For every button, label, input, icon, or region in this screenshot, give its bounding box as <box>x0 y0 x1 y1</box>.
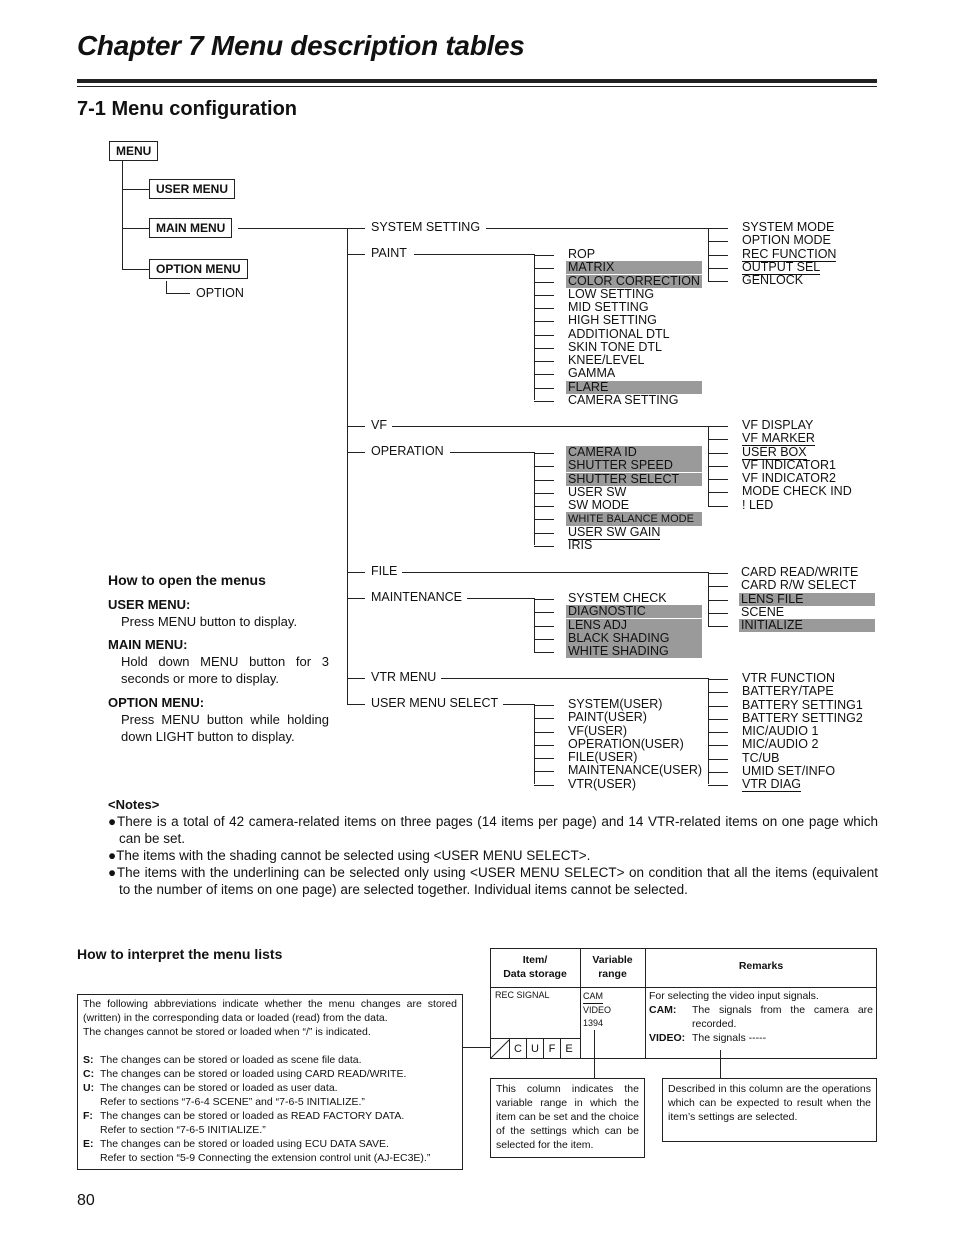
variable-range-note: This column indicates the variable range in which the item can be set and the choice of the settings which can be selected for the item. <box>490 1078 645 1158</box>
paint-item <box>568 354 644 367</box>
tree-line <box>534 388 554 389</box>
vtr-menu-item <box>742 699 863 712</box>
tree-line <box>534 374 554 375</box>
abbr-list <box>83 1053 457 1165</box>
remarks-note: Described in this column are the operations which can be expected to result when the item’s settings are selected. <box>662 1078 877 1142</box>
storage-cells <box>509 1039 577 1059</box>
abbr-row <box>83 1081 457 1095</box>
tree-item-label: SYSTEM MODE <box>742 220 835 234</box>
tree-line <box>534 732 554 733</box>
operation-item <box>568 486 626 499</box>
tree-line <box>534 626 554 627</box>
vf-item <box>742 446 807 459</box>
abbr-value: The changes can be stored or loaded using CARD READ/WRITE. <box>100 1068 407 1080</box>
tree-item-label: KNEE/LEVEL <box>568 353 645 367</box>
tree-item-label: VTR FUNCTION <box>742 671 836 685</box>
tree-line <box>708 453 728 454</box>
tree-line <box>708 626 728 627</box>
system-setting-item <box>742 234 831 247</box>
tree-line <box>347 704 365 705</box>
user-menu-select-item <box>568 751 637 764</box>
tree-item-label: BATTERY SETTING1 <box>742 697 863 712</box>
option-item: OPTION <box>196 286 244 300</box>
tree-line <box>122 228 150 229</box>
vf-item <box>742 499 773 512</box>
option-menu-text: Press MENU button while holding down LIGHT button to display. <box>121 712 329 744</box>
abbr-value: The changes can be stored or loaded as READ FACTORY DATA. <box>100 1110 405 1122</box>
storage-cell: F <box>543 1039 560 1059</box>
tree-item-label: SYSTEM CHECK <box>568 591 667 605</box>
range-value: VIDEO <box>583 1005 612 1015</box>
main-user-menu-select: USER MENU SELECT <box>371 696 499 710</box>
remark-intro: For selecting the video input signals. <box>649 990 819 1002</box>
tree-line <box>708 506 728 507</box>
tree-line <box>708 719 728 720</box>
storage-cell: U <box>526 1039 543 1059</box>
tree-line <box>534 705 554 706</box>
main-menu-box: MAIN MENU <box>149 218 232 238</box>
main-vtr-menu: VTR MENU <box>371 670 437 684</box>
tree-line <box>414 254 534 255</box>
main-operation: OPERATION <box>371 444 444 458</box>
operation-item <box>566 473 702 486</box>
slash-icon <box>490 1039 510 1059</box>
tree-line <box>708 706 728 707</box>
connector-line <box>720 1050 721 1078</box>
note-item: ●The items with the shading cannot be selected using <USER MENU SELECT>. <box>108 848 591 863</box>
tree-line <box>708 426 728 427</box>
tree-line <box>534 493 554 494</box>
tree-line <box>347 598 365 599</box>
tree-item-label: VF INDICATOR1 <box>742 457 836 472</box>
vf-item <box>742 432 815 445</box>
tree-item-label: SKIN TONE DTL <box>568 339 663 354</box>
tree-line <box>347 228 365 229</box>
tree-item-label: COLOR CORRECTION <box>568 273 700 288</box>
tree-item-label: OPTION MODE <box>742 233 831 248</box>
tree-line <box>534 652 554 653</box>
tree-line <box>708 678 709 784</box>
main-menu-text: Hold down MENU button for 3 seconds or more to display. <box>121 654 329 686</box>
maintenance-item <box>568 592 667 605</box>
tree-item-label: MATRIX <box>568 260 615 275</box>
system-setting-item <box>742 261 820 274</box>
tree-line <box>347 452 365 453</box>
tree-line <box>708 785 728 786</box>
tree-item-label: DIAGNOSTIC <box>568 604 646 619</box>
main-vf: VF <box>371 418 387 432</box>
paint-item <box>568 367 615 380</box>
vtr-menu-item <box>742 738 818 751</box>
tree-item-label: MODE CHECK IND <box>742 484 852 499</box>
operation-item <box>568 499 629 512</box>
header-variable-range <box>580 953 645 981</box>
tree-item-label: WHITE SHADING <box>568 644 669 658</box>
tree-line <box>708 772 728 773</box>
page-number: 80 <box>77 1192 95 1209</box>
storage-cell: C <box>509 1039 526 1059</box>
tree-item-label: ! LED <box>742 497 774 512</box>
abbr-intro: The following abbreviations indicate whether the menu changes are stored (written) in the corresponding data or loaded (read) from the data. <box>83 998 457 1024</box>
tree-item-label: SCENE <box>741 604 785 619</box>
abbr-value: The changes can be stored or loaded as user data. <box>100 1082 338 1094</box>
tree-item-label: REC FUNCTION <box>742 246 837 261</box>
vtr-menu-item <box>742 712 863 725</box>
connector-line <box>594 1030 595 1078</box>
chapter-title: Chapter 7 Menu description tables <box>77 30 525 61</box>
vtr-menu-item <box>742 672 835 685</box>
tree-item-label: VF DISPLAY <box>742 418 814 432</box>
vf-item <box>742 459 836 472</box>
tree-item-label: CARD READ/WRITE <box>741 565 859 579</box>
vf-item <box>742 485 852 498</box>
tree-line <box>402 572 708 573</box>
abbr-ref: Refer to section “7-6-5 INITIALIZE.” <box>100 1124 266 1136</box>
abbr-intro-2: The changes cannot be stored or loaded when “/” is indicated. <box>83 1026 371 1038</box>
tree-item-label: VF(USER) <box>568 723 628 738</box>
paint-item <box>568 288 654 301</box>
vtr-menu-item <box>742 778 801 791</box>
notes <box>108 796 878 898</box>
paint-item <box>566 261 702 274</box>
abbr-row <box>83 1067 457 1081</box>
tree-line <box>708 572 709 626</box>
interpret-title: How to interpret the menu lists <box>77 946 283 962</box>
tree-item-label: CARD R/W SELECT <box>741 578 857 593</box>
main-paint: PAINT <box>371 246 407 260</box>
tree-line <box>708 573 728 574</box>
user-menu-select-item <box>568 738 684 751</box>
tree-line <box>534 480 554 481</box>
paint-item <box>566 275 702 288</box>
video-text: The signals ----- <box>692 1032 767 1044</box>
tree-line <box>534 321 554 322</box>
paint-item <box>568 314 657 327</box>
tree-line <box>708 228 728 229</box>
tree-line <box>166 293 190 294</box>
user-menu-box: USER MENU <box>149 179 235 199</box>
remark-video <box>649 1031 873 1045</box>
header-item-line1: Item/ <box>522 954 548 966</box>
tree-line <box>708 759 728 760</box>
connector-line <box>463 1047 490 1048</box>
tree-line <box>708 439 728 440</box>
tree-item-label: CAMERA SETTING <box>568 392 679 407</box>
tree-line <box>708 586 728 587</box>
tree-item-label: OUTPUT SEL <box>742 259 821 274</box>
tree-item-label: BATTERY/TAPE <box>742 684 834 699</box>
tree-line <box>534 295 554 296</box>
tree-item-label: BATTERY SETTING2 <box>742 710 863 725</box>
tree-line <box>534 745 554 746</box>
tree-item-label: LENS ADJ <box>568 617 628 632</box>
tree-item-label: LENS FILE <box>741 591 804 606</box>
tree-line <box>347 228 348 704</box>
system-setting-item <box>742 274 803 287</box>
table-line <box>490 987 877 988</box>
vf-item <box>742 472 836 485</box>
tree-item-label: GAMMA <box>568 366 616 381</box>
tree-line <box>534 255 554 256</box>
tree-item-label: ADDITIONAL DTL <box>568 326 670 341</box>
tree-line <box>534 758 554 759</box>
tree-line <box>534 361 554 362</box>
notes-title: <Notes> <box>108 797 160 812</box>
tree-line <box>708 268 728 269</box>
title-rule-thin <box>77 86 877 87</box>
tree-line <box>534 506 554 507</box>
tree-line <box>534 254 535 400</box>
user-menu-select-item <box>568 778 636 791</box>
menu-box: MENU <box>109 141 158 161</box>
tree-item-label: IRIS <box>568 537 593 552</box>
tree-line <box>503 704 534 705</box>
main-system-setting: SYSTEM SETTING <box>371 220 481 234</box>
range-value: 1394 <box>583 1018 604 1028</box>
tree-item-label: BLACK SHADING <box>568 630 670 645</box>
tree-line <box>708 281 728 282</box>
tree-line <box>708 492 728 493</box>
paint-item <box>568 394 678 407</box>
tree-line <box>347 678 365 679</box>
tree-line <box>392 426 708 427</box>
tree-line <box>708 692 728 693</box>
range-value: CAM <box>583 990 603 1004</box>
header-item-line2: Data storage <box>503 968 567 980</box>
cam-label: CAM: <box>649 1004 677 1016</box>
tree-item-label: SW MODE <box>568 498 630 512</box>
title-rule <box>77 79 877 83</box>
abbr-ref: Refer to sections “7-6-4 SCENE” and “7-6-5 INITIALIZE.” <box>100 1096 365 1108</box>
tree-line <box>534 519 554 520</box>
tree-item-label: FILE(USER) <box>568 750 638 764</box>
cam-text: The signals from the camera are recorded. <box>692 1004 873 1030</box>
tree-line <box>534 401 554 402</box>
option-menu-label: OPTION MENU: <box>108 695 205 710</box>
abbr-row <box>83 1053 457 1067</box>
note-item: ●There is a total of 42 camera-related items on three pages (14 items per page) and 14 VTR-related items on one page which can be set. <box>108 814 879 846</box>
tree-item-label: MAINTENANCE(USER) <box>568 763 703 778</box>
tree-item-label: SHUTTER SELECT <box>568 471 680 486</box>
tree-line <box>534 612 554 613</box>
file-item <box>741 566 858 579</box>
tree-line <box>534 533 554 534</box>
tree-line <box>708 679 728 680</box>
tree-line <box>534 335 554 336</box>
tree-item-label: VTR(USER) <box>568 776 637 791</box>
abbr-ref: Refer to section “5-9 Connecting the extension control unit (AJ-EC3E).” <box>100 1152 431 1164</box>
tree-item-label: SYSTEM(USER) <box>568 697 663 711</box>
file-item <box>741 579 856 592</box>
tree-line <box>708 745 728 746</box>
main-menu-label: MAIN MENU: <box>108 637 188 652</box>
tree-item-label: LOW SETTING <box>568 286 655 301</box>
note-item: ●The items with the underlining can be selected only using <USER MENU SELECT> on condition that all the items (equivalent to the number of items on one page) are selected together. Individual items cannot be selected. <box>108 865 878 897</box>
tree-line <box>347 254 365 255</box>
abbr-value: The changes can be stored or loaded using ECU DATA SAVE. <box>100 1138 389 1150</box>
tree-line <box>534 599 554 600</box>
tree-item-label: VF MARKER <box>742 431 815 446</box>
tree-line <box>534 704 535 784</box>
tree-line <box>708 255 728 256</box>
variable-range-values <box>583 990 611 1030</box>
maintenance-item <box>566 605 702 618</box>
remark-cam <box>649 1003 873 1031</box>
storage-row <box>490 1038 580 1059</box>
tree-item-label: PAINT(USER) <box>568 710 647 725</box>
operation-item <box>566 446 702 459</box>
paint-item <box>568 341 662 354</box>
tree-line <box>534 282 554 283</box>
how-to-open-title: How to open the menus <box>108 572 266 588</box>
user-menu-text: Press MENU button to display. <box>121 614 298 629</box>
tree-line <box>708 613 728 614</box>
user-menu-select-item <box>568 698 662 711</box>
tree-item-label: USER SW <box>568 484 627 499</box>
tree-line <box>534 348 554 349</box>
abbr-key: F: <box>83 1110 93 1122</box>
note-text: There is a total of 42 camera-related items on three pages (14 items per page) and 14 VTR-related items on one page which can be set. <box>116 814 879 846</box>
header-var-line1: Variable <box>592 954 633 966</box>
tree-item-label: USER BOX <box>742 444 807 459</box>
tree-item-label: WHITE BALANCE MODE <box>568 513 694 526</box>
paint-item <box>566 381 702 394</box>
tree-item-label: USER SW GAIN <box>568 524 661 539</box>
tree-item-label: ROP <box>568 247 596 261</box>
tree-item-label: TC/UB <box>742 750 780 765</box>
tree-item-label: UMID SET/INFO <box>742 763 836 778</box>
file-item <box>739 593 875 606</box>
abbr-key: E: <box>83 1138 94 1150</box>
tree-item-label: CAMERA ID <box>568 445 637 459</box>
paint-item <box>568 328 670 341</box>
system-setting-item <box>742 248 836 261</box>
file-item <box>741 606 784 619</box>
tree-line <box>347 572 365 573</box>
user-menu-select-item <box>568 764 702 777</box>
tree-line <box>534 639 554 640</box>
tree-item-label: HIGH SETTING <box>568 313 657 328</box>
file-item <box>739 619 875 632</box>
tree-item-label: SHUTTER SPEED <box>568 458 673 473</box>
main-file: FILE <box>371 564 398 578</box>
tree-line <box>486 228 708 229</box>
tree-line <box>122 269 150 270</box>
option-menu-box: OPTION MENU <box>149 259 248 279</box>
header-var-line2: range <box>598 968 627 980</box>
header-item <box>490 953 580 981</box>
tree-item-label: GENLOCK <box>742 273 804 287</box>
system-setting-item <box>742 221 834 234</box>
vtr-menu-item <box>742 685 834 698</box>
tree-item-label: MIC/AUDIO 2 <box>742 737 819 752</box>
tree-line <box>534 598 535 652</box>
note-text: The items with the shading cannot be selected using <USER MENU SELECT>. <box>116 848 591 863</box>
maintenance-item <box>566 645 702 658</box>
maintenance-item <box>566 619 702 632</box>
tree-item-label: MIC/AUDIO 1 <box>742 724 819 738</box>
tree-line <box>534 466 554 467</box>
note-text: The items with the underlining can be selected only using <USER MENU SELECT> on condition that all the items (equivalent to the number of items on one page) are selected together. Individual items cannot be selected. <box>116 865 878 897</box>
tree-line <box>534 453 554 454</box>
tree-line <box>708 732 728 733</box>
tree-line <box>166 281 167 293</box>
user-menu-select-item <box>568 725 627 738</box>
remarks-cell <box>649 989 873 1045</box>
abbr-value: The changes can be stored or loaded as scene file data. <box>100 1054 362 1066</box>
abbr-key: C: <box>83 1068 95 1080</box>
operation-item <box>568 539 592 552</box>
video-label: VIDEO: <box>649 1032 686 1044</box>
user-menu-label: USER MENU: <box>108 597 191 612</box>
vtr-menu-item <box>742 725 818 738</box>
section-title: 7-1 Menu configuration <box>77 98 297 120</box>
tree-item-label: VF INDICATOR2 <box>742 471 836 485</box>
abbr-row <box>83 1137 457 1151</box>
header-remarks: Remarks <box>738 960 784 972</box>
tree-line <box>238 228 347 229</box>
maintenance-item <box>566 632 702 645</box>
operation-item <box>568 526 660 539</box>
abbr-key: U: <box>83 1082 95 1094</box>
abbr-row <box>83 1109 457 1123</box>
paint-item <box>568 301 649 314</box>
tree-item-label: VTR DIAG <box>742 777 802 791</box>
tree-line <box>708 600 728 601</box>
tree-line <box>534 718 554 719</box>
paint-item <box>568 248 595 261</box>
tree-line <box>534 546 554 547</box>
main-maintenance: MAINTENANCE <box>371 590 462 604</box>
tree-line <box>467 598 534 599</box>
vf-item <box>742 419 813 432</box>
vtr-menu-item <box>742 752 780 765</box>
abbr-key: S: <box>83 1054 94 1066</box>
tree-item-label: MID SETTING <box>568 300 649 314</box>
item-name: REC SIGNAL <box>495 990 550 1000</box>
tree-item-label: INITIALIZE <box>741 618 803 632</box>
tree-line <box>122 189 150 190</box>
operation-item <box>566 459 702 472</box>
tree-line <box>534 268 554 269</box>
tree-line <box>122 161 123 269</box>
user-menu-select-item <box>568 711 647 724</box>
tree-line <box>534 308 554 309</box>
tree-line <box>347 426 365 427</box>
tree-item-label: FLARE <box>568 379 609 394</box>
tree-line <box>450 452 534 453</box>
tree-line <box>534 785 554 786</box>
tree-line <box>708 466 728 467</box>
tree-line <box>441 678 708 679</box>
tree-item-label: OPERATION(USER) <box>568 736 684 751</box>
vtr-menu-item <box>742 765 835 778</box>
tree-line <box>708 241 728 242</box>
tree-line <box>708 479 728 480</box>
abbreviation-box <box>77 994 463 1170</box>
tree-line <box>534 771 554 772</box>
storage-cell: E <box>560 1039 577 1059</box>
